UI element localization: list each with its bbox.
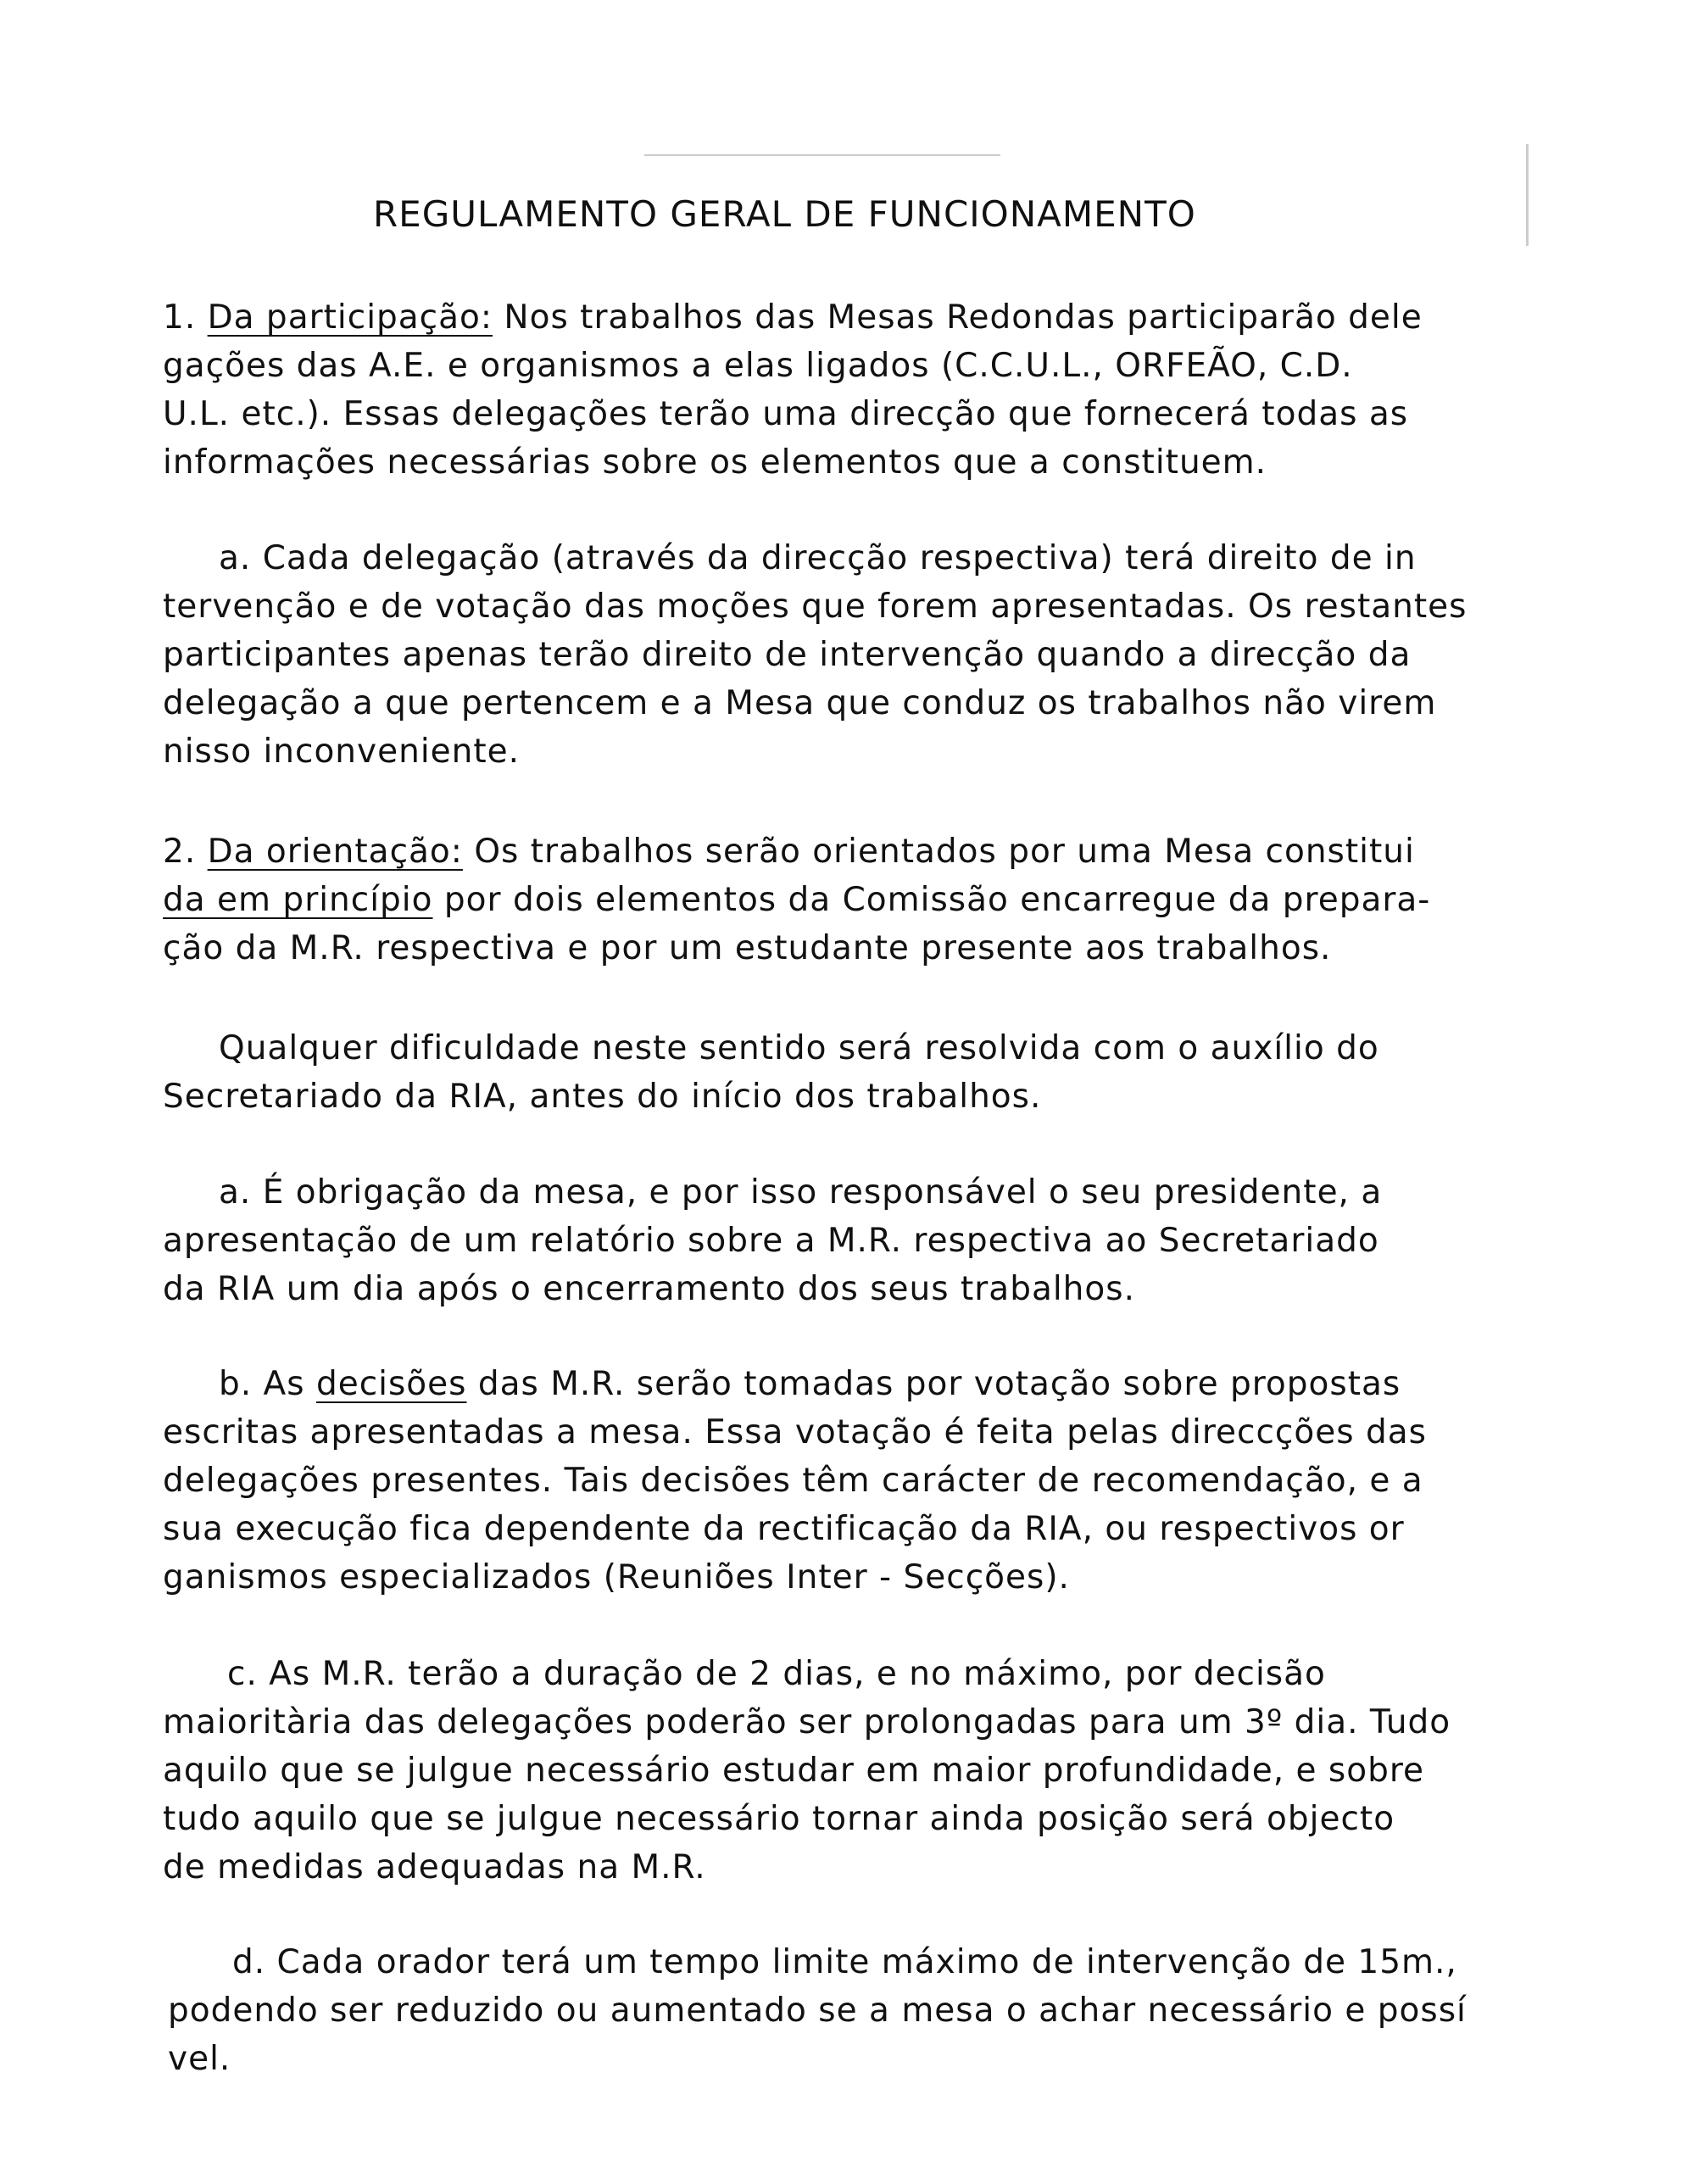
section-number: 2. [163, 833, 208, 871]
section-2-item-a [163, 1168, 1382, 1313]
section-2-orientacao [163, 827, 1430, 972]
paragraph-line: a. É obrigação da mesa, e por isso responsável o seu presidente, a [219, 1173, 1383, 1212]
scan-speck [644, 154, 1000, 156]
line-text: Nos trabalhos das Mesas Redondas participarão dele [493, 298, 1423, 337]
section-1-participacao [163, 293, 1423, 487]
paragraph-line: gações das A.E. e organismos a elas ligados (C.C.U.L., ORFEÃO, C.D. [163, 347, 1353, 385]
page-title: REGULAMENTO GERAL DE FUNCIONAMENTO [373, 193, 1196, 235]
paragraph-line: a. Cada delegação (através da direcção respectiva) terá direito de in [219, 539, 1417, 577]
paragraph-line [163, 1360, 1427, 1408]
paragraph-line: sua execução fica dependente da rectificação da RIA, ou respectivos or [163, 1510, 1405, 1548]
underlined-phrase: da em princípio [163, 881, 433, 919]
paragraph-line: escritas apresentadas a mesa. Essa votação é feita pelas direccções das [163, 1413, 1427, 1451]
section-heading: Da participação: [207, 298, 493, 337]
paragraph-line: ção da M.R. respectiva e por um estudante presente aos trabalhos. [163, 929, 1332, 967]
paragraph-line: participantes apenas terão direito de intervenção quando a direcção da [163, 636, 1412, 674]
paragraph-line: tudo aquilo que se julgue necessário tornar ainda posição será objecto [163, 1800, 1395, 1838]
paragraph-line: Secretariado da RIA, antes do início dos trabalhos. [163, 1078, 1042, 1116]
paragraph-line: Qualquer dificuldade neste sentido será resolvida com o auxílio do [219, 1029, 1379, 1067]
paragraph-line: delegação a que pertencem e a Mesa que conduz os trabalhos não virem [163, 684, 1437, 722]
paragraph-line: delegações presentes. Tais decisões têm carácter de recomendação, e a [163, 1462, 1423, 1500]
paragraph-line: c. As M.R. terão a duração de 2 dias, e no máximo, por decisão [227, 1655, 1326, 1693]
line-text: por dois elementos da Comissão encarregue da prepara- [432, 881, 1431, 919]
paragraph-line: da RIA um dia após o encerramento dos seus trabalhos. [163, 1270, 1135, 1308]
paragraph-line [163, 827, 1430, 876]
paragraph-line: U.L. etc.). Essas delegações terão uma direcção que fornecerá todas as [163, 395, 1409, 433]
paragraph-line [163, 876, 1430, 924]
paragraph-line: aquilo que se julgue necessário estudar em maior profundidade, e sobre [163, 1752, 1424, 1790]
line-text: b. As [219, 1365, 316, 1403]
paragraph-line [163, 293, 1423, 342]
paragraph-line: podendo ser reduzido ou aumentado se a mesa o achar necessário e possí [168, 1992, 1467, 2030]
paragraph-line: maioritària das delegações poderão ser prolongadas para um 3º dia. Tudo [163, 1703, 1451, 1741]
underlined-phrase: decisões [315, 1365, 467, 1403]
line-text: das M.R. serão tomadas por votação sobre propostas [466, 1365, 1401, 1403]
section-number: 1. [163, 298, 208, 337]
paragraph-line: vel. [168, 2040, 231, 2078]
section-2-item-b [163, 1360, 1427, 1602]
line-text: Os trabalhos serão orientados por uma Mesa constitui [462, 833, 1415, 871]
paragraph-line: tervenção e de votação das moções que forem apresentadas. Os restantes [163, 588, 1468, 626]
section-heading: Da orientação: [207, 833, 463, 871]
paragraph-line: nisso inconveniente. [163, 733, 521, 771]
paragraph-line: d. Cada orador terá um tempo limite máximo de intervenção de 15m., [232, 1943, 1457, 1981]
paragraph-line: de medidas adequadas na M.R. [163, 1848, 706, 1886]
scan-speck [1526, 144, 1529, 246]
section-2-note [163, 1024, 1379, 1121]
paragraph-line: apresentação de um relatório sobre a M.R. respectiva ao Secretariado [163, 1222, 1379, 1260]
paragraph-line: informações necessárias sobre os elementos que a constituem. [163, 443, 1267, 482]
section-1-item-a [163, 534, 1467, 776]
section-2-item-c [163, 1650, 1451, 1892]
paragraph-line: ganismos especializados (Reuniões Inter - Secções). [163, 1558, 1070, 1596]
section-2-item-d [168, 1938, 1467, 2083]
